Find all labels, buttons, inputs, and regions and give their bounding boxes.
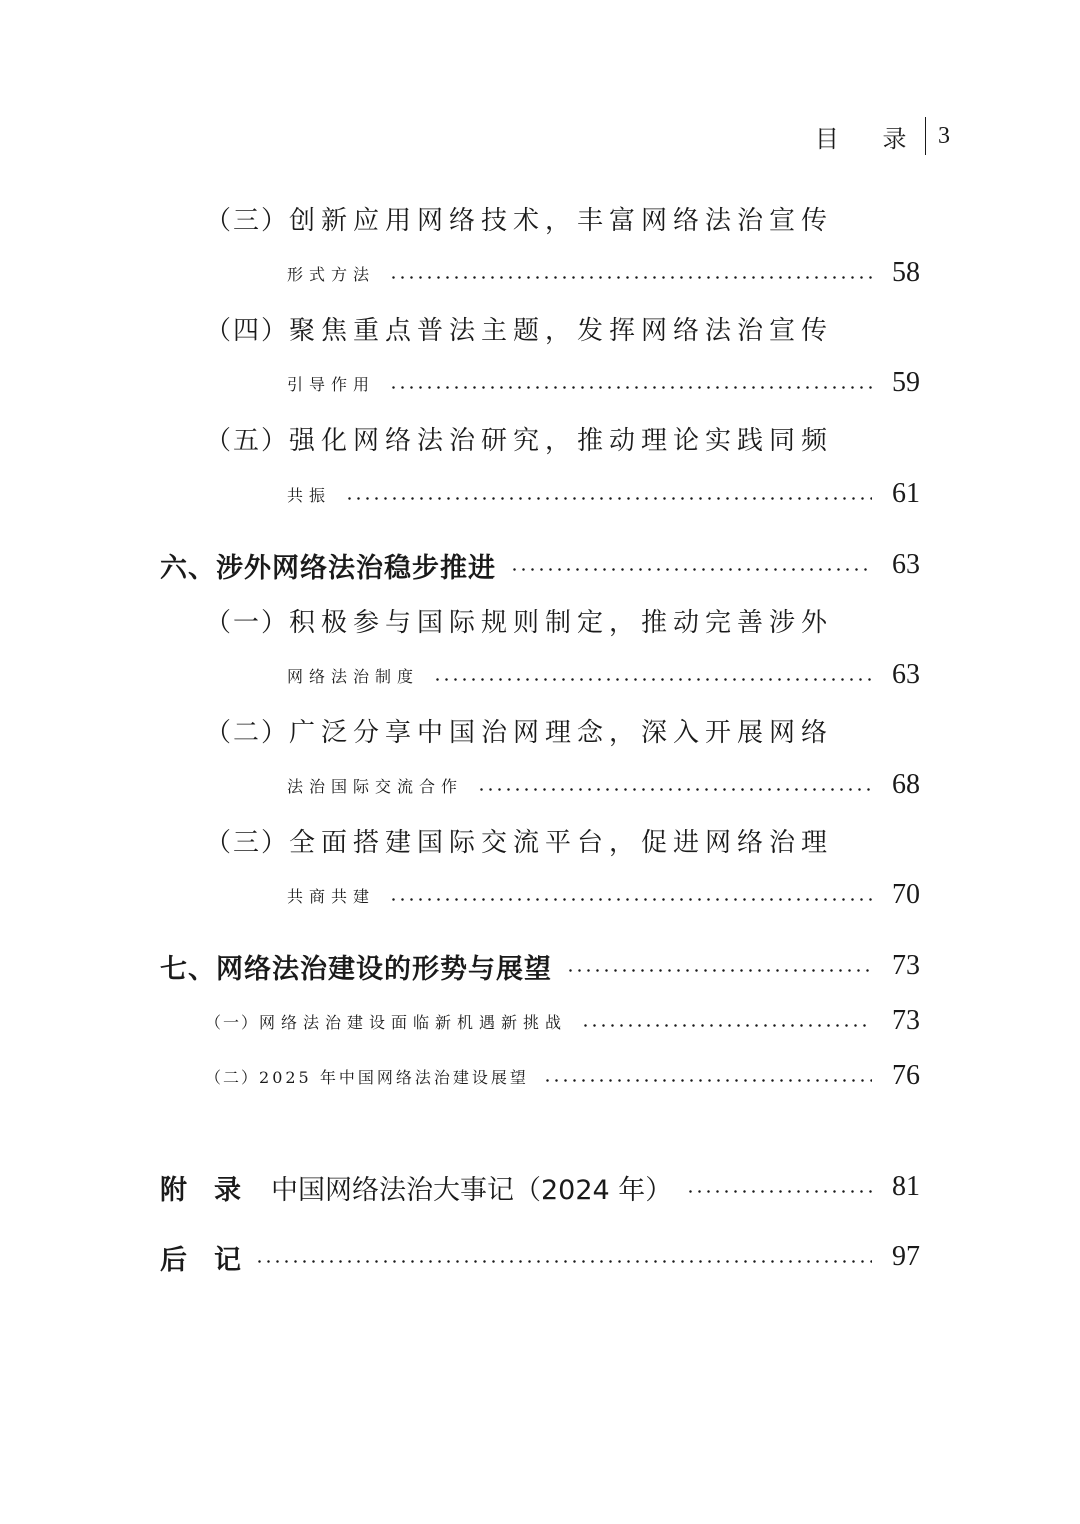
toc-entry[interactable] [205, 598, 833, 642]
toc-entry[interactable] [205, 416, 833, 460]
toc-page-number: 76 [892, 1060, 920, 1091]
toc-appendix-label: 附 录 [160, 1174, 241, 1206]
dot-leader [510, 568, 872, 571]
toc-afterword-label: 后 记 [160, 1244, 241, 1276]
toc-page-number: 81 [892, 1171, 920, 1202]
toc-afterword-entry[interactable] [160, 1235, 920, 1279]
toc-entry[interactable] [205, 999, 920, 1043]
dot-leader [543, 1079, 872, 1082]
toc-entry-label: （三） [205, 827, 290, 858]
dot-leader [433, 678, 872, 681]
toc-entry-title: 2025 年中国网络法治建设展望 [259, 1067, 529, 1087]
toc-chapter-entry[interactable] [160, 543, 920, 587]
dot-leader [345, 497, 872, 500]
toc-entry-continuation[interactable] [287, 763, 920, 807]
toc-entry[interactable] [205, 708, 833, 752]
toc-entry-label: （二） [205, 717, 290, 748]
toc-entry-continuation[interactable] [287, 472, 920, 516]
toc-page-number: 68 [892, 769, 920, 800]
toc-entry-title: 全面搭建国际交流平台，促进网络治理 [289, 827, 834, 858]
toc-entry-continuation[interactable] [287, 361, 920, 405]
dot-leader [566, 969, 872, 972]
toc-entry-title-cont: 共商共建 [287, 886, 376, 906]
dot-leader [389, 898, 872, 901]
toc-entry-title-cont: 引导作用 [287, 374, 376, 394]
toc-page-number: 58 [892, 257, 920, 288]
toc-entry-title-cont: 共振 [287, 485, 332, 505]
toc-entry-title-cont: 形式方法 [287, 264, 376, 284]
toc-entry-label: （一） [205, 607, 290, 638]
toc-chapter-title: 七、网络法治建设的形势与展望 [160, 953, 552, 985]
toc-page-number: 70 [892, 879, 920, 910]
running-head-title: 目 录 [814, 124, 925, 153]
dot-leader [389, 386, 872, 389]
toc-entry[interactable] [205, 306, 833, 350]
running-head-page-number: 3 [938, 122, 950, 149]
toc-page-number: 73 [892, 1005, 920, 1036]
toc-entry-label: （二） [205, 1067, 260, 1087]
toc-entry-title: 创新应用网络技术，丰富网络法治宣传 [289, 205, 834, 236]
dot-leader [255, 1260, 872, 1263]
toc-appendix-entry[interactable] [160, 1165, 920, 1209]
toc-page-number: 73 [892, 950, 920, 981]
toc-entry-title: 积极参与国际规则制定，推动完善涉外 [289, 607, 834, 638]
toc-chapter-entry[interactable] [160, 944, 920, 988]
toc-entry-title-cont: 法治国际交流合作 [287, 776, 464, 796]
toc-entry-label: （三） [205, 205, 290, 236]
dot-leader [686, 1190, 872, 1193]
dot-leader [389, 276, 872, 279]
toc-chapter-title: 六、涉外网络法治稳步推进 [160, 552, 496, 584]
toc-page-number: 97 [892, 1241, 920, 1272]
toc-appendix-title: 中国网络法治大事记（2024 年） [271, 1174, 673, 1206]
toc-entry-title: 强化网络法治研究，推动理论实践同频 [289, 425, 834, 456]
toc-page-number: 63 [892, 549, 920, 580]
toc-entry[interactable] [205, 1054, 920, 1098]
toc-entry-continuation[interactable] [287, 653, 920, 697]
toc-entry-title: 聚焦重点普法主题，发挥网络法治宣传 [289, 315, 834, 346]
toc-entry-title: 广泛分享中国治网理念，深入开展网络 [289, 717, 834, 748]
toc-entry[interactable] [205, 818, 833, 862]
dot-leader [477, 788, 872, 791]
toc-entry-label: （四） [205, 315, 290, 346]
toc-page-number: 63 [892, 659, 920, 690]
toc-entry-continuation[interactable] [287, 873, 920, 917]
toc-page-number: 59 [892, 367, 920, 398]
toc-entry-label: （五） [205, 425, 290, 456]
toc-entry-title: 网络法治建设面临新机遇新挑战 [259, 1012, 568, 1032]
toc-entry-label: （一） [205, 1012, 260, 1032]
toc-page-number: 61 [892, 478, 920, 509]
dot-leader [581, 1024, 872, 1027]
toc-entry-title-cont: 网络法治制度 [287, 666, 420, 686]
toc-entry-continuation[interactable] [287, 251, 920, 295]
toc-entry[interactable] [205, 196, 833, 240]
